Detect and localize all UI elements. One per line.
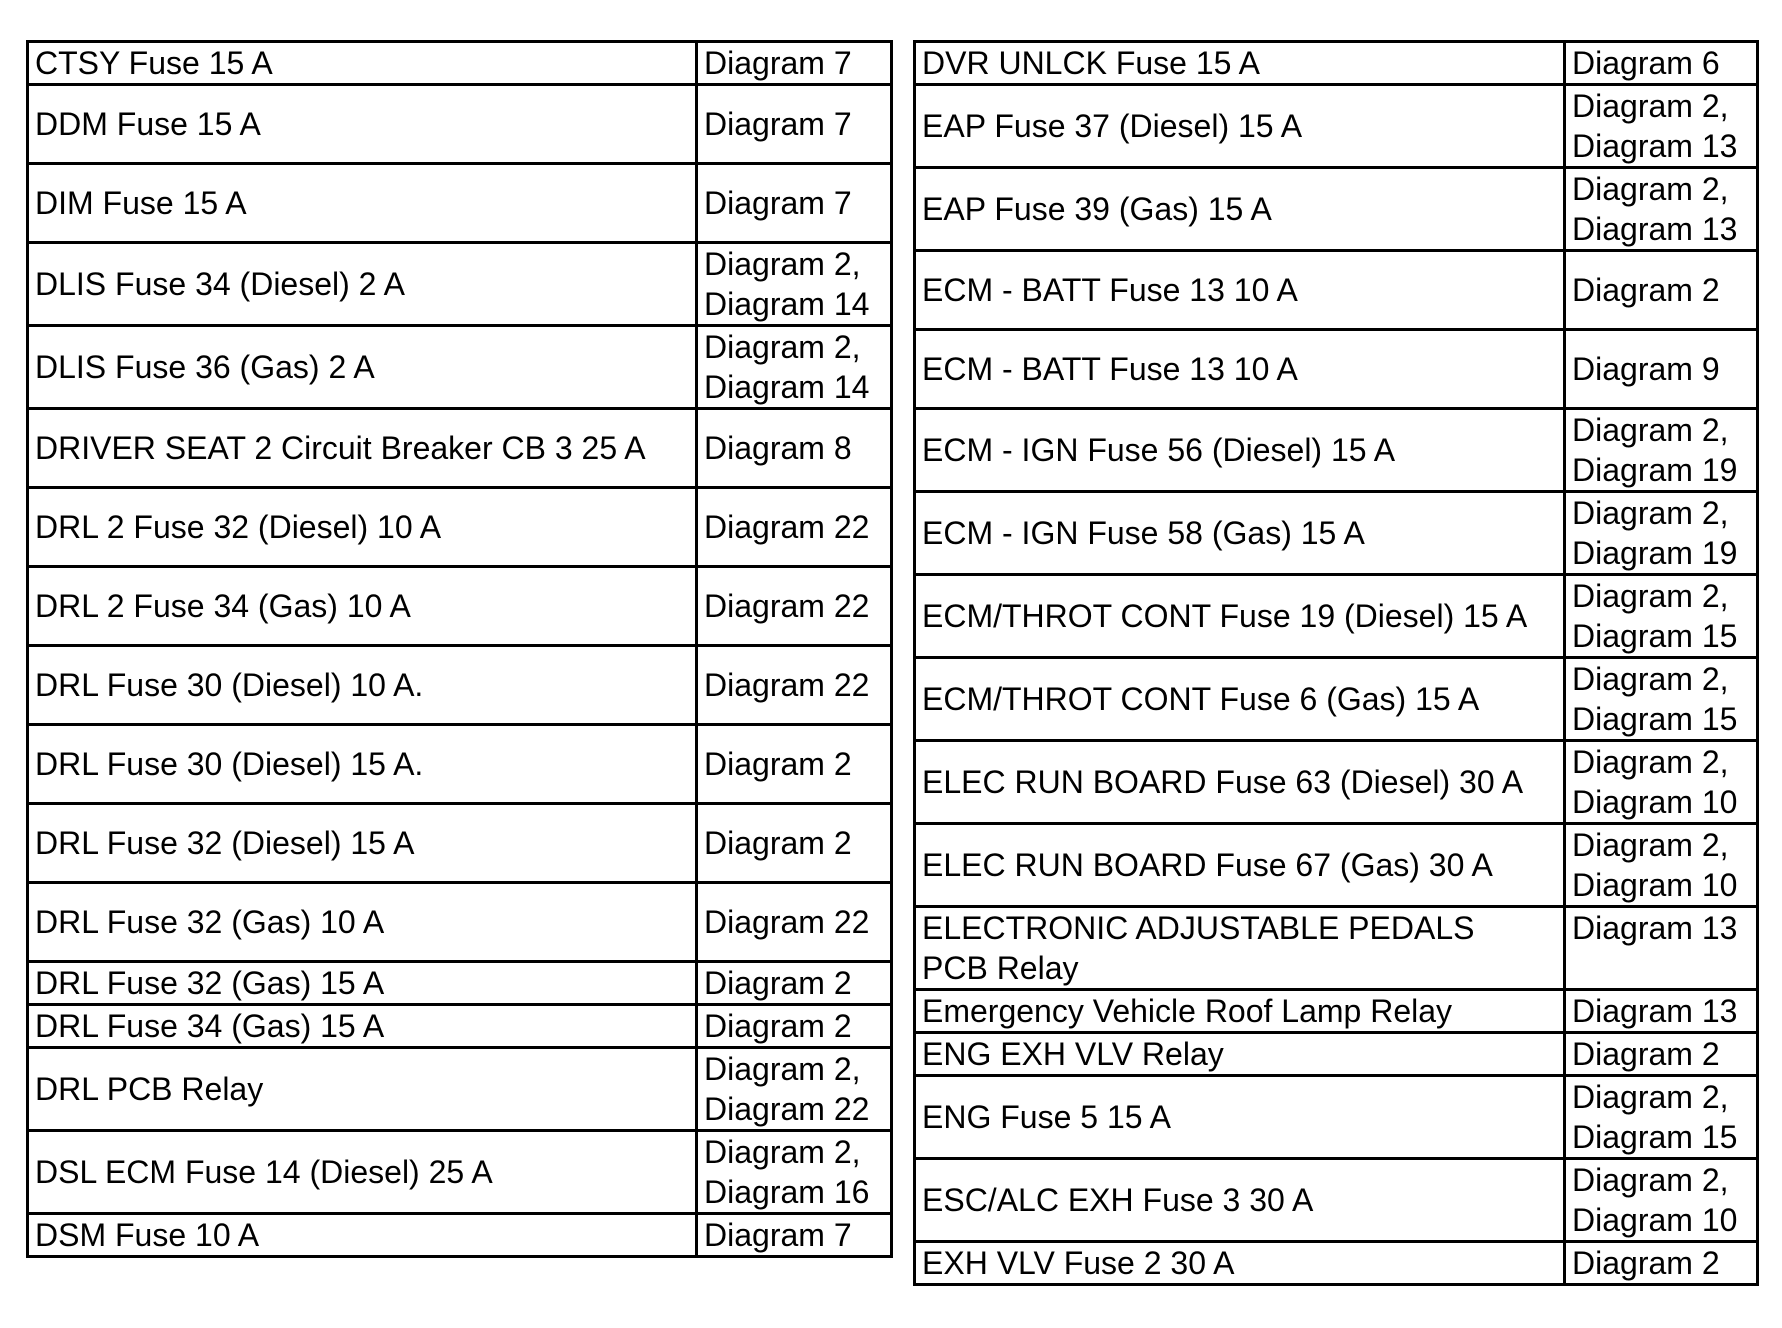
fuse-name-cell [915, 907, 1565, 990]
table-row [915, 85, 1758, 168]
table-row [915, 575, 1758, 658]
diagram-ref-line: Diagram 10 [1572, 784, 1738, 820]
diagram-ref-line: Diagram 2, [1572, 744, 1729, 780]
left-table-body [28, 42, 892, 1257]
fuse-name-cell [915, 492, 1565, 575]
fuse-name-line: ESC/ALC EXH Fuse 3 30 A [922, 1182, 1314, 1218]
diagram-ref-cell [697, 1005, 892, 1048]
fuse-name-cell [28, 567, 697, 646]
table-row [915, 824, 1758, 907]
diagram-ref-line: Diagram 6 [1572, 45, 1720, 81]
diagram-ref-line: Diagram 2, [1572, 661, 1729, 697]
fuse-name-line: ELEC RUN BOARD Fuse 67 (Gas) 30 A [922, 847, 1493, 883]
diagram-ref-line: Diagram 2, [1572, 578, 1729, 614]
fuse-name-cell [28, 326, 697, 409]
diagram-ref-cell [697, 804, 892, 883]
diagram-ref-line: Diagram 13 [1572, 211, 1738, 247]
fuse-name-cell [915, 1033, 1565, 1076]
table-row [28, 1048, 892, 1131]
table-row [915, 1033, 1758, 1076]
fuse-name-cell [915, 575, 1565, 658]
table-row [915, 409, 1758, 492]
fuse-name-line: EAP Fuse 37 (Diesel) 15 A [922, 108, 1303, 144]
fuse-name-cell [28, 243, 697, 326]
diagram-ref-cell [1565, 85, 1758, 168]
diagram-ref-cell [1565, 1076, 1758, 1159]
fuse-name-cell [915, 741, 1565, 824]
diagram-ref-line: Diagram 22 [704, 509, 870, 545]
fuse-name-line: DVR UNLCK Fuse 15 A [922, 45, 1260, 81]
diagram-ref-cell [697, 409, 892, 488]
right-fuse-table [913, 40, 1759, 1286]
table-row [28, 883, 892, 962]
diagram-ref-line: Diagram 7 [704, 45, 852, 81]
diagram-ref-line: Diagram 10 [1572, 1202, 1738, 1238]
diagram-ref-line: Diagram 2, [704, 1134, 861, 1170]
fuse-name-line: DLIS Fuse 34 (Diesel) 2 A [35, 266, 405, 302]
diagram-ref-cell [1565, 42, 1758, 85]
fuse-name-cell [28, 85, 697, 164]
diagram-ref-line: Diagram 22 [704, 667, 870, 703]
diagram-ref-line: Diagram 2, [704, 1051, 861, 1087]
diagram-ref-cell [1565, 658, 1758, 741]
right-table-body [915, 42, 1758, 1285]
fuse-name-cell [915, 658, 1565, 741]
diagram-ref-cell [697, 326, 892, 409]
fuse-name-cell [28, 488, 697, 567]
fuse-name-line: DLIS Fuse 36 (Gas) 2 A [35, 349, 375, 385]
table-row [915, 907, 1758, 990]
table-row [915, 168, 1758, 251]
diagram-ref-line: Diagram 14 [704, 286, 870, 322]
fuse-name-cell [28, 646, 697, 725]
diagram-ref-line: Diagram 2 [704, 825, 852, 861]
diagram-ref-line: Diagram 2 [704, 965, 852, 1001]
fuse-name-line: DRL PCB Relay [35, 1071, 264, 1107]
diagram-ref-cell [1565, 251, 1758, 330]
fuse-name-cell [915, 409, 1565, 492]
fuse-name-line: DRL 2 Fuse 34 (Gas) 10 A [35, 588, 411, 624]
table-row [915, 658, 1758, 741]
diagram-ref-cell [697, 883, 892, 962]
fuse-name-line: PCB Relay [922, 950, 1079, 986]
fuse-name-line: ELECTRONIC ADJUSTABLE PEDALS [922, 910, 1475, 946]
fuse-name-cell [915, 824, 1565, 907]
diagram-ref-line: Diagram 19 [1572, 535, 1738, 571]
fuse-name-line: DRL Fuse 32 (Gas) 10 A [35, 904, 385, 940]
fuse-name-cell [915, 1242, 1565, 1285]
fuse-name-line: ECM/THROT CONT Fuse 6 (Gas) 15 A [922, 681, 1480, 717]
diagram-ref-cell [1565, 1159, 1758, 1242]
diagram-ref-cell [1565, 1242, 1758, 1285]
fuse-name-line: DRL Fuse 32 (Diesel) 15 A [35, 825, 415, 861]
diagram-ref-line: Diagram 8 [704, 430, 852, 466]
fuse-name-cell [915, 990, 1565, 1033]
diagram-ref-cell [697, 488, 892, 567]
diagram-ref-line: Diagram 2 [1572, 272, 1720, 308]
diagram-ref-line: Diagram 22 [704, 904, 870, 940]
diagram-ref-cell [697, 42, 892, 85]
fuse-name-cell [28, 164, 697, 243]
diagram-ref-line: Diagram 2, [1572, 495, 1729, 531]
diagram-ref-cell [697, 567, 892, 646]
diagram-ref-line: Diagram 2 [704, 746, 852, 782]
fuse-name-line: EAP Fuse 39 (Gas) 15 A [922, 191, 1272, 227]
diagram-ref-line: Diagram 22 [704, 1091, 870, 1127]
diagram-ref-line: Diagram 2 [1572, 1245, 1720, 1281]
diagram-ref-line: Diagram 7 [704, 1217, 852, 1253]
fuse-name-cell [28, 1005, 697, 1048]
fuse-name-line: ENG EXH VLV Relay [922, 1036, 1224, 1072]
table-row [915, 492, 1758, 575]
table-row [28, 85, 892, 164]
table-row [915, 251, 1758, 330]
diagram-ref-line: Diagram 16 [704, 1174, 870, 1210]
fuse-name-cell [28, 883, 697, 962]
diagram-ref-line: Diagram 2, [1572, 1162, 1729, 1198]
diagram-ref-cell [697, 1048, 892, 1131]
diagram-ref-line: Diagram 7 [704, 106, 852, 142]
diagram-ref-line: Diagram 15 [1572, 701, 1738, 737]
table-row [28, 42, 892, 85]
fuse-name-cell [915, 330, 1565, 409]
fuse-name-cell [28, 42, 697, 85]
diagram-ref-line: Diagram 2, [1572, 412, 1729, 448]
table-row [28, 1214, 892, 1257]
table-row [915, 330, 1758, 409]
fuse-name-line: DSM Fuse 10 A [35, 1217, 260, 1253]
fuse-name-line: DRL Fuse 32 (Gas) 15 A [35, 965, 385, 1001]
diagram-ref-cell [1565, 824, 1758, 907]
fuse-name-cell [915, 85, 1565, 168]
diagram-ref-cell [697, 164, 892, 243]
fuse-name-line: Emergency Vehicle Roof Lamp Relay [922, 993, 1453, 1029]
table-row [28, 409, 892, 488]
diagram-ref-line: Diagram 15 [1572, 618, 1738, 654]
diagram-ref-cell [1565, 492, 1758, 575]
diagram-ref-cell [1565, 1033, 1758, 1076]
diagram-ref-line: Diagram 2, [1572, 171, 1729, 207]
fuse-name-line: DRL Fuse 34 (Gas) 15 A [35, 1008, 385, 1044]
table-row [28, 488, 892, 567]
table-row [915, 741, 1758, 824]
diagram-ref-line: Diagram 19 [1572, 452, 1738, 488]
diagram-ref-cell [1565, 330, 1758, 409]
diagram-ref-cell [697, 962, 892, 1005]
table-row [28, 567, 892, 646]
diagram-ref-cell [697, 85, 892, 164]
diagram-ref-line: Diagram 14 [704, 369, 870, 405]
diagram-ref-line: Diagram 7 [704, 185, 852, 221]
fuse-name-line: ECM - IGN Fuse 58 (Gas) 15 A [922, 515, 1365, 551]
diagram-ref-cell [1565, 990, 1758, 1033]
fuse-name-line: DRL 2 Fuse 32 (Diesel) 10 A [35, 509, 442, 545]
fuse-name-line: ECM - BATT Fuse 13 10 A [922, 351, 1298, 387]
fuse-name-cell [28, 409, 697, 488]
fuse-name-line: ECM - IGN Fuse 56 (Diesel) 15 A [922, 432, 1396, 468]
diagram-ref-line: Diagram 2, [1572, 88, 1729, 124]
fuse-name-line: DIM Fuse 15 A [35, 185, 247, 221]
diagram-ref-line: Diagram 13 [1572, 993, 1738, 1029]
fuse-name-line: ECM - BATT Fuse 13 10 A [922, 272, 1298, 308]
fuse-name-line: DDM Fuse 15 A [35, 106, 261, 142]
diagram-ref-cell [697, 1214, 892, 1257]
table-row [915, 1159, 1758, 1242]
diagram-ref-cell [1565, 741, 1758, 824]
table-row [915, 990, 1758, 1033]
table-row [915, 42, 1758, 85]
table-row [28, 804, 892, 883]
diagram-ref-line: Diagram 2 [1572, 1036, 1720, 1072]
fuse-name-cell [28, 1131, 697, 1214]
fuse-name-line: CTSY Fuse 15 A [35, 45, 273, 81]
table-row [28, 962, 892, 1005]
fuse-name-cell [915, 168, 1565, 251]
diagram-ref-line: Diagram 2, [704, 329, 861, 365]
fuse-name-line: DRIVER SEAT 2 Circuit Breaker CB 3 25 A [35, 430, 646, 466]
fuse-name-line: EXH VLV Fuse 2 30 A [922, 1245, 1235, 1281]
table-row [28, 326, 892, 409]
fuse-name-cell [28, 1214, 697, 1257]
fuse-name-cell [915, 1159, 1565, 1242]
fuse-name-line: DRL Fuse 30 (Diesel) 15 A. [35, 746, 424, 782]
fuse-name-cell [915, 1076, 1565, 1159]
table-row [28, 243, 892, 326]
diagram-ref-line: Diagram 2, [1572, 1079, 1729, 1115]
fuse-name-line: ECM/THROT CONT Fuse 19 (Diesel) 15 A [922, 598, 1528, 634]
fuse-name-cell [915, 42, 1565, 85]
diagram-ref-cell [697, 725, 892, 804]
diagram-ref-cell [1565, 907, 1758, 990]
diagram-ref-cell [1565, 575, 1758, 658]
diagram-ref-line: Diagram 22 [704, 588, 870, 624]
fuse-name-line: ENG Fuse 5 15 A [922, 1099, 1172, 1135]
table-row [28, 725, 892, 804]
diagram-ref-line: Diagram 9 [1572, 351, 1720, 387]
diagram-ref-line: Diagram 2 [704, 1008, 852, 1044]
fuse-name-line: DSL ECM Fuse 14 (Diesel) 25 A [35, 1154, 493, 1190]
diagram-ref-line: Diagram 2, [1572, 827, 1729, 863]
diagram-ref-cell [1565, 168, 1758, 251]
table-row [28, 646, 892, 725]
diagram-ref-line: Diagram 13 [1572, 910, 1738, 946]
diagram-ref-line: Diagram 10 [1572, 867, 1738, 903]
fuse-name-cell [28, 962, 697, 1005]
table-row [28, 164, 892, 243]
table-row [28, 1005, 892, 1048]
diagram-ref-line: Diagram 13 [1572, 128, 1738, 164]
fuse-name-line: ELEC RUN BOARD Fuse 63 (Diesel) 30 A [922, 764, 1524, 800]
fuse-name-cell [28, 1048, 697, 1131]
table-row [915, 1242, 1758, 1285]
left-fuse-table [26, 40, 893, 1258]
diagram-ref-line: Diagram 2, [704, 246, 861, 282]
fuse-name-line: DRL Fuse 30 (Diesel) 10 A. [35, 667, 424, 703]
fuse-name-cell [915, 251, 1565, 330]
diagram-ref-line: Diagram 15 [1572, 1119, 1738, 1155]
diagram-ref-cell [1565, 409, 1758, 492]
diagram-ref-cell [697, 1131, 892, 1214]
fuse-name-cell [28, 804, 697, 883]
diagram-ref-cell [697, 646, 892, 725]
fuse-name-cell [28, 725, 697, 804]
diagram-ref-cell [697, 243, 892, 326]
table-row [28, 1131, 892, 1214]
table-row [915, 1076, 1758, 1159]
